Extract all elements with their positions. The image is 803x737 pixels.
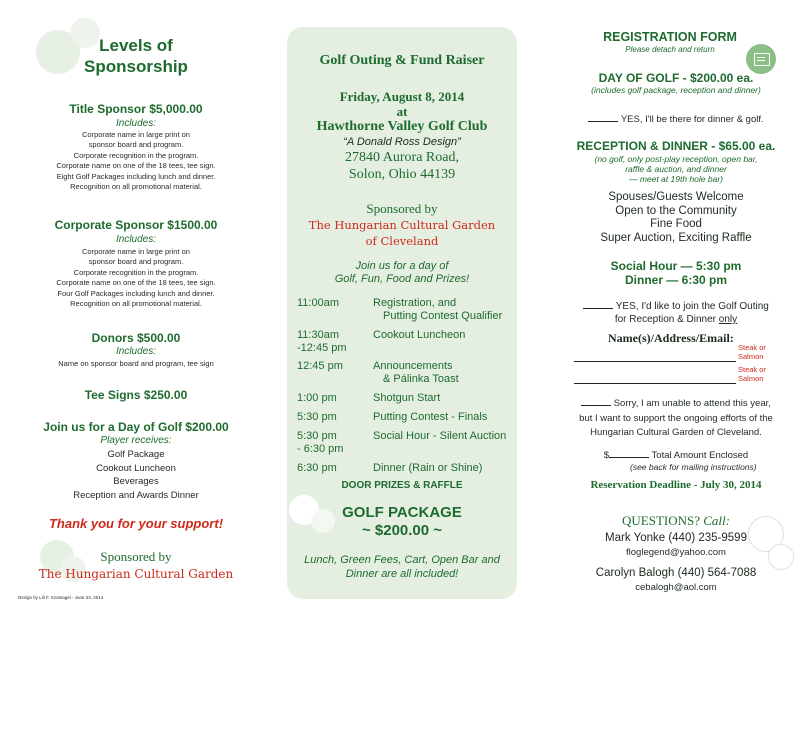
contact-2-name: Carolyn Balogh (440) 564-7088 — [595, 567, 757, 579]
total-amount-field[interactable] — [609, 457, 649, 458]
yes-dinner-golf-row: YES, I'll be there for dinner & golf. — [560, 114, 792, 125]
schedule: 11:00am Registration, and Putting Contest Qualifier 11:30am -12:45 pm Cookout Luncheon 12:45 pm Announcements & Pálinka Toast 1:00 pm Shotgun Start 5:30 pm Putting Contest - Finals 5:30 pm - 6:30 pm Social Hour - Silent Auction 6:30 pm Dinner (Rain or Shine) — [297, 297, 507, 474]
door-prizes: DOOR PRIZES & RAFFLE — [341, 480, 463, 491]
corporate-sponsor-heading: Corporate Sponsor $1500.00 — [54, 218, 218, 232]
invite-line-2: Golf, Fun, Food and Prizes! — [334, 273, 470, 285]
questions-heading: QUESTIONS? Call: — [622, 513, 730, 528]
center-sponsored-by: Sponsored by — [366, 201, 438, 216]
yes-join-row-2: for Reception & Dinner only — [614, 314, 738, 325]
center-sponsor-name-1: The Hungarian Cultural Garden — [308, 218, 496, 232]
center-sponsor-name-2: of Cleveland — [365, 234, 439, 248]
social-hour: Social Hour — 5:30 pm — [610, 259, 742, 273]
event-design: “A Donald Ross Design” — [343, 136, 461, 148]
meal-choice-1: Steak or Salmon — [738, 343, 766, 361]
contact-2-email[interactable]: cebalogh@aol.com — [635, 582, 717, 593]
detach-note: Please detach and return — [625, 45, 715, 54]
names-label: Name(s)/Address/Email: — [608, 331, 734, 345]
event-panel — [287, 27, 517, 599]
day-of-golf-price: DAY OF GOLF - $200.00 ea. — [598, 71, 754, 85]
total-row: $ Total Amount Enclosed — [603, 450, 749, 461]
form-title: REGISTRATION FORM — [603, 30, 737, 44]
player-receives: Player receives: — [100, 435, 172, 446]
tee-signs-heading: Tee Signs $250.00 — [84, 388, 188, 402]
event-at: at — [396, 104, 408, 119]
design-credit: Design by Lili F. Szotnagel - June 23, 2014 — [18, 595, 104, 600]
donors-line: Name on sponsor board and program, tee sign — [58, 359, 214, 368]
sorry-blank[interactable] — [581, 405, 611, 406]
day-of-golf-note: (includes golf package, reception and dinner) — [591, 85, 761, 95]
title-sponsor-heading: Title Sponsor $5,000.00 — [69, 102, 203, 116]
event-address-2: Solon, Ohio 44139 — [348, 167, 456, 182]
title-sponsor-list: Corporate name in large print on sponsor board and program. Corporate recognition in the program. Corporate name on one of the 18 tees, tee sign. Eight Golf Packages including lunch and dinner. Recognition on all promotional material. — [56, 130, 216, 192]
total-note: (see back for mailing instructions) — [630, 462, 757, 472]
levels-title-2: Sponsorship — [84, 57, 188, 76]
name-field-2[interactable] — [574, 383, 736, 384]
event-date: Friday, August 8, 2014 — [339, 89, 465, 104]
yes-join-blank[interactable] — [583, 308, 613, 309]
welcome-lines: Spouses/Guests Welcome Open to the Community Fine Food Super Auction, Exciting Raffle — [600, 191, 752, 244]
player-receives-list: Golf Package Cookout Luncheon Beverages Reception and Awards Dinner — [73, 449, 199, 501]
donors-includes: Includes: — [115, 346, 157, 357]
package-title: GOLF PACKAGE — [342, 504, 462, 521]
day-of-golf-heading: Join us for a Day of Golf $200.00 — [43, 420, 229, 434]
name-field-1[interactable] — [574, 361, 736, 362]
package-price: ~ $200.00 ~ — [361, 522, 443, 539]
meal-choice-2: Steak or Salmon — [738, 365, 766, 383]
contact-1-email[interactable]: floglegend@yahoo.com — [626, 547, 726, 558]
yes-dinner-golf-blank[interactable] — [588, 121, 618, 122]
corporate-sponsor-list: Corporate name in large print on sponsor board and program. Corporate recognition in the program. Corporate name on one of the 18 tees, tee sign. Four Golf Packages including lunch and dinner. Recognition on all promotional material. — [56, 247, 216, 309]
left-sponsor-name: The Hungarian Cultural Garden — [38, 567, 234, 581]
corporate-sponsor-includes: Includes: — [115, 234, 157, 245]
donors-heading: Donors $500.00 — [91, 331, 181, 345]
reservation-deadline: Reservation Deadline - July 30, 2014 — [590, 479, 762, 491]
event-address-1: 27840 Aurora Road, — [345, 150, 459, 165]
thank-you-text: Thank you for your support! — [48, 516, 224, 531]
yes-join-row: YES, I'd like to join the Golf Outing — [560, 301, 792, 312]
reception-note: (no golf, only post-play reception, open bar, raffle & auction, and dinner — meet at 19th hole bar) — [594, 154, 758, 184]
reception-price: RECEPTION & DINNER - $65.00 ea. — [576, 139, 776, 153]
levels-title-1: Levels of — [99, 36, 173, 55]
left-sponsored-by: Sponsored by — [100, 549, 172, 564]
invite-line-1: Join us for a day of — [355, 260, 449, 272]
contact-1-name: Mark Yonke (440) 235-9599 — [605, 532, 747, 544]
dinner-time: Dinner — 6:30 pm — [624, 273, 728, 287]
sponsorship-levels — [18, 20, 254, 610]
package-note-2: Dinner are all included! — [345, 568, 459, 580]
title-sponsor-includes: Includes: — [115, 118, 157, 129]
event-venue: Hawthorne Valley Golf Club — [316, 119, 488, 134]
package-note-1: Lunch, Green Fees, Cart, Open Bar and — [304, 554, 500, 566]
registration-form — [560, 27, 792, 607]
sorry-text: Sorry, I am unable to attend this year, but I want to support the ongoing efforts of the Hungarian Cultural Garden of Cleveland. — [579, 398, 773, 438]
event-title: Golf Outing & Fund Raiser — [319, 53, 485, 68]
